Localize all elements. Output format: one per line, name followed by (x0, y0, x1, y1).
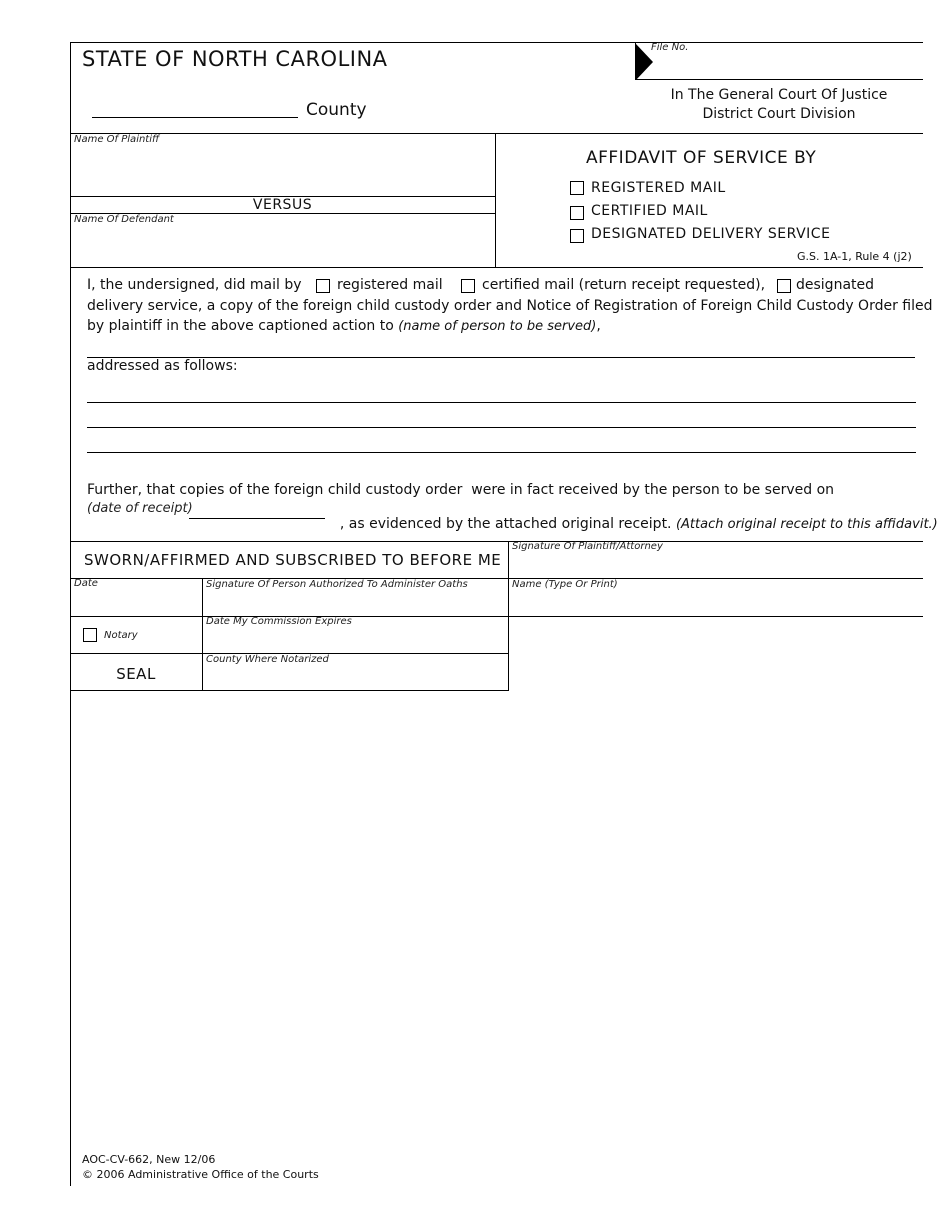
sworn-bottom-line (70, 690, 509, 691)
sworn-top-line (70, 541, 923, 542)
sworn-row-1-line (70, 578, 923, 579)
body-designated-label: designated (796, 277, 875, 293)
address-input[interactable] (87, 380, 916, 452)
designated-delivery-checkbox[interactable] (570, 229, 584, 243)
copyright: © 2006 Administrative Office of the Courts (82, 1168, 319, 1181)
sworn-row-2-line (70, 616, 923, 617)
sworn-inner-divider (202, 578, 203, 690)
evidenced-label: , as evidenced by the attached original receipt. (339, 516, 676, 532)
registered-mail-label: REGISTERED MAIL (591, 180, 726, 196)
commission-label: Date My Commission Expires (206, 616, 352, 627)
seal-label: SEAL (116, 665, 156, 683)
county-notarized-input[interactable] (206, 669, 504, 688)
registered-mail-checkbox[interactable] (570, 181, 584, 195)
person-served-input[interactable] (87, 338, 915, 356)
date-receipt-hint: (date of receipt) (87, 501, 193, 516)
certified-mail-checkbox[interactable] (570, 206, 584, 220)
county-label: County (306, 100, 367, 120)
file-no-bottom-line (635, 79, 923, 80)
plaintiff-input[interactable] (74, 150, 490, 192)
form-id: AOC-CV-662, New 12/06 (82, 1153, 216, 1166)
further-text: Further, that copies of the foreign child custody order were in fact received by the person to be served on (87, 482, 835, 498)
evidenced-text (331, 500, 938, 532)
court-line-1: In The General Court Of Justice (670, 87, 888, 103)
designated-delivery-label: DESIGNATED DELIVERY SERVICE (591, 226, 831, 242)
body-line-3-text: by plaintiff in the above captioned action to (87, 318, 399, 334)
commission-input[interactable] (206, 631, 504, 651)
body-line-3-comma: , (596, 318, 601, 334)
versus-label: VERSUS (252, 197, 313, 213)
frame-top (70, 42, 635, 43)
body-registered-label: registered mail (337, 277, 443, 293)
body-certified-checkbox[interactable] (461, 279, 475, 293)
body-line-3 (87, 318, 601, 334)
sig-authorized-input[interactable] (206, 594, 504, 614)
sworn-heading: SWORN/AFFIRMED AND SUBSCRIBED TO BEFORE ME (84, 551, 502, 569)
notary-label: Notary (104, 630, 138, 641)
court-line-2: District Court Division (702, 106, 856, 122)
sig-authorized-label: Signature Of Person Authorized To Administer Oaths (206, 579, 468, 590)
body-registered-checkbox[interactable] (316, 279, 330, 293)
person-served-hint: (name of person to be served) (398, 319, 597, 334)
name-print-label: Name (Type Or Print) (512, 579, 618, 590)
body-designated-checkbox[interactable] (777, 279, 791, 293)
file-no-label: File No. (651, 42, 689, 53)
notary-checkbox[interactable] (83, 628, 97, 642)
intro-text: I, the undersigned, did mail by (87, 277, 302, 293)
body-line-2: delivery service, a copy of the foreign child custody order and Notice of Registration of Foreign Child Custody Order filed (87, 298, 933, 314)
attach-receipt-note: (Attach original receipt to this affidavit.) (675, 517, 938, 532)
parties-bottom-line (70, 267, 923, 268)
certified-mail-label: CERTIFIED MAIL (591, 203, 708, 219)
address-line-3 (87, 452, 916, 453)
affidavit-heading: AFFIDAVIT OF SERVICE BY (586, 148, 817, 168)
name-print-input[interactable] (512, 594, 920, 614)
defendant-input[interactable] (74, 230, 490, 264)
date-input[interactable] (74, 593, 199, 614)
county-notarized-label: County Where Notarized (206, 654, 329, 665)
sig-plaintiff-label: Signature Of Plaintiff/Attorney (512, 541, 663, 552)
date-receipt-input[interactable] (189, 500, 325, 517)
addressed-label: addressed as follows: (87, 358, 238, 374)
state-title: STATE OF NORTH CAROLINA (82, 47, 388, 71)
file-no-input[interactable] (656, 56, 918, 76)
county-line (92, 117, 298, 118)
statute-reference: G.S. 1A-1, Rule 4 (j2) (797, 250, 912, 263)
sig-plaintiff-input[interactable] (512, 556, 920, 576)
parties-divider (495, 133, 496, 267)
date-label: Date (74, 578, 98, 589)
body-certified-label: certified mail (return receipt requested), (482, 277, 766, 293)
defendant-label: Name Of Defendant (74, 214, 174, 225)
date-receipt-line (189, 518, 325, 519)
plaintiff-label: Name Of Plaintiff (74, 134, 160, 145)
parties-top-line (70, 133, 923, 134)
